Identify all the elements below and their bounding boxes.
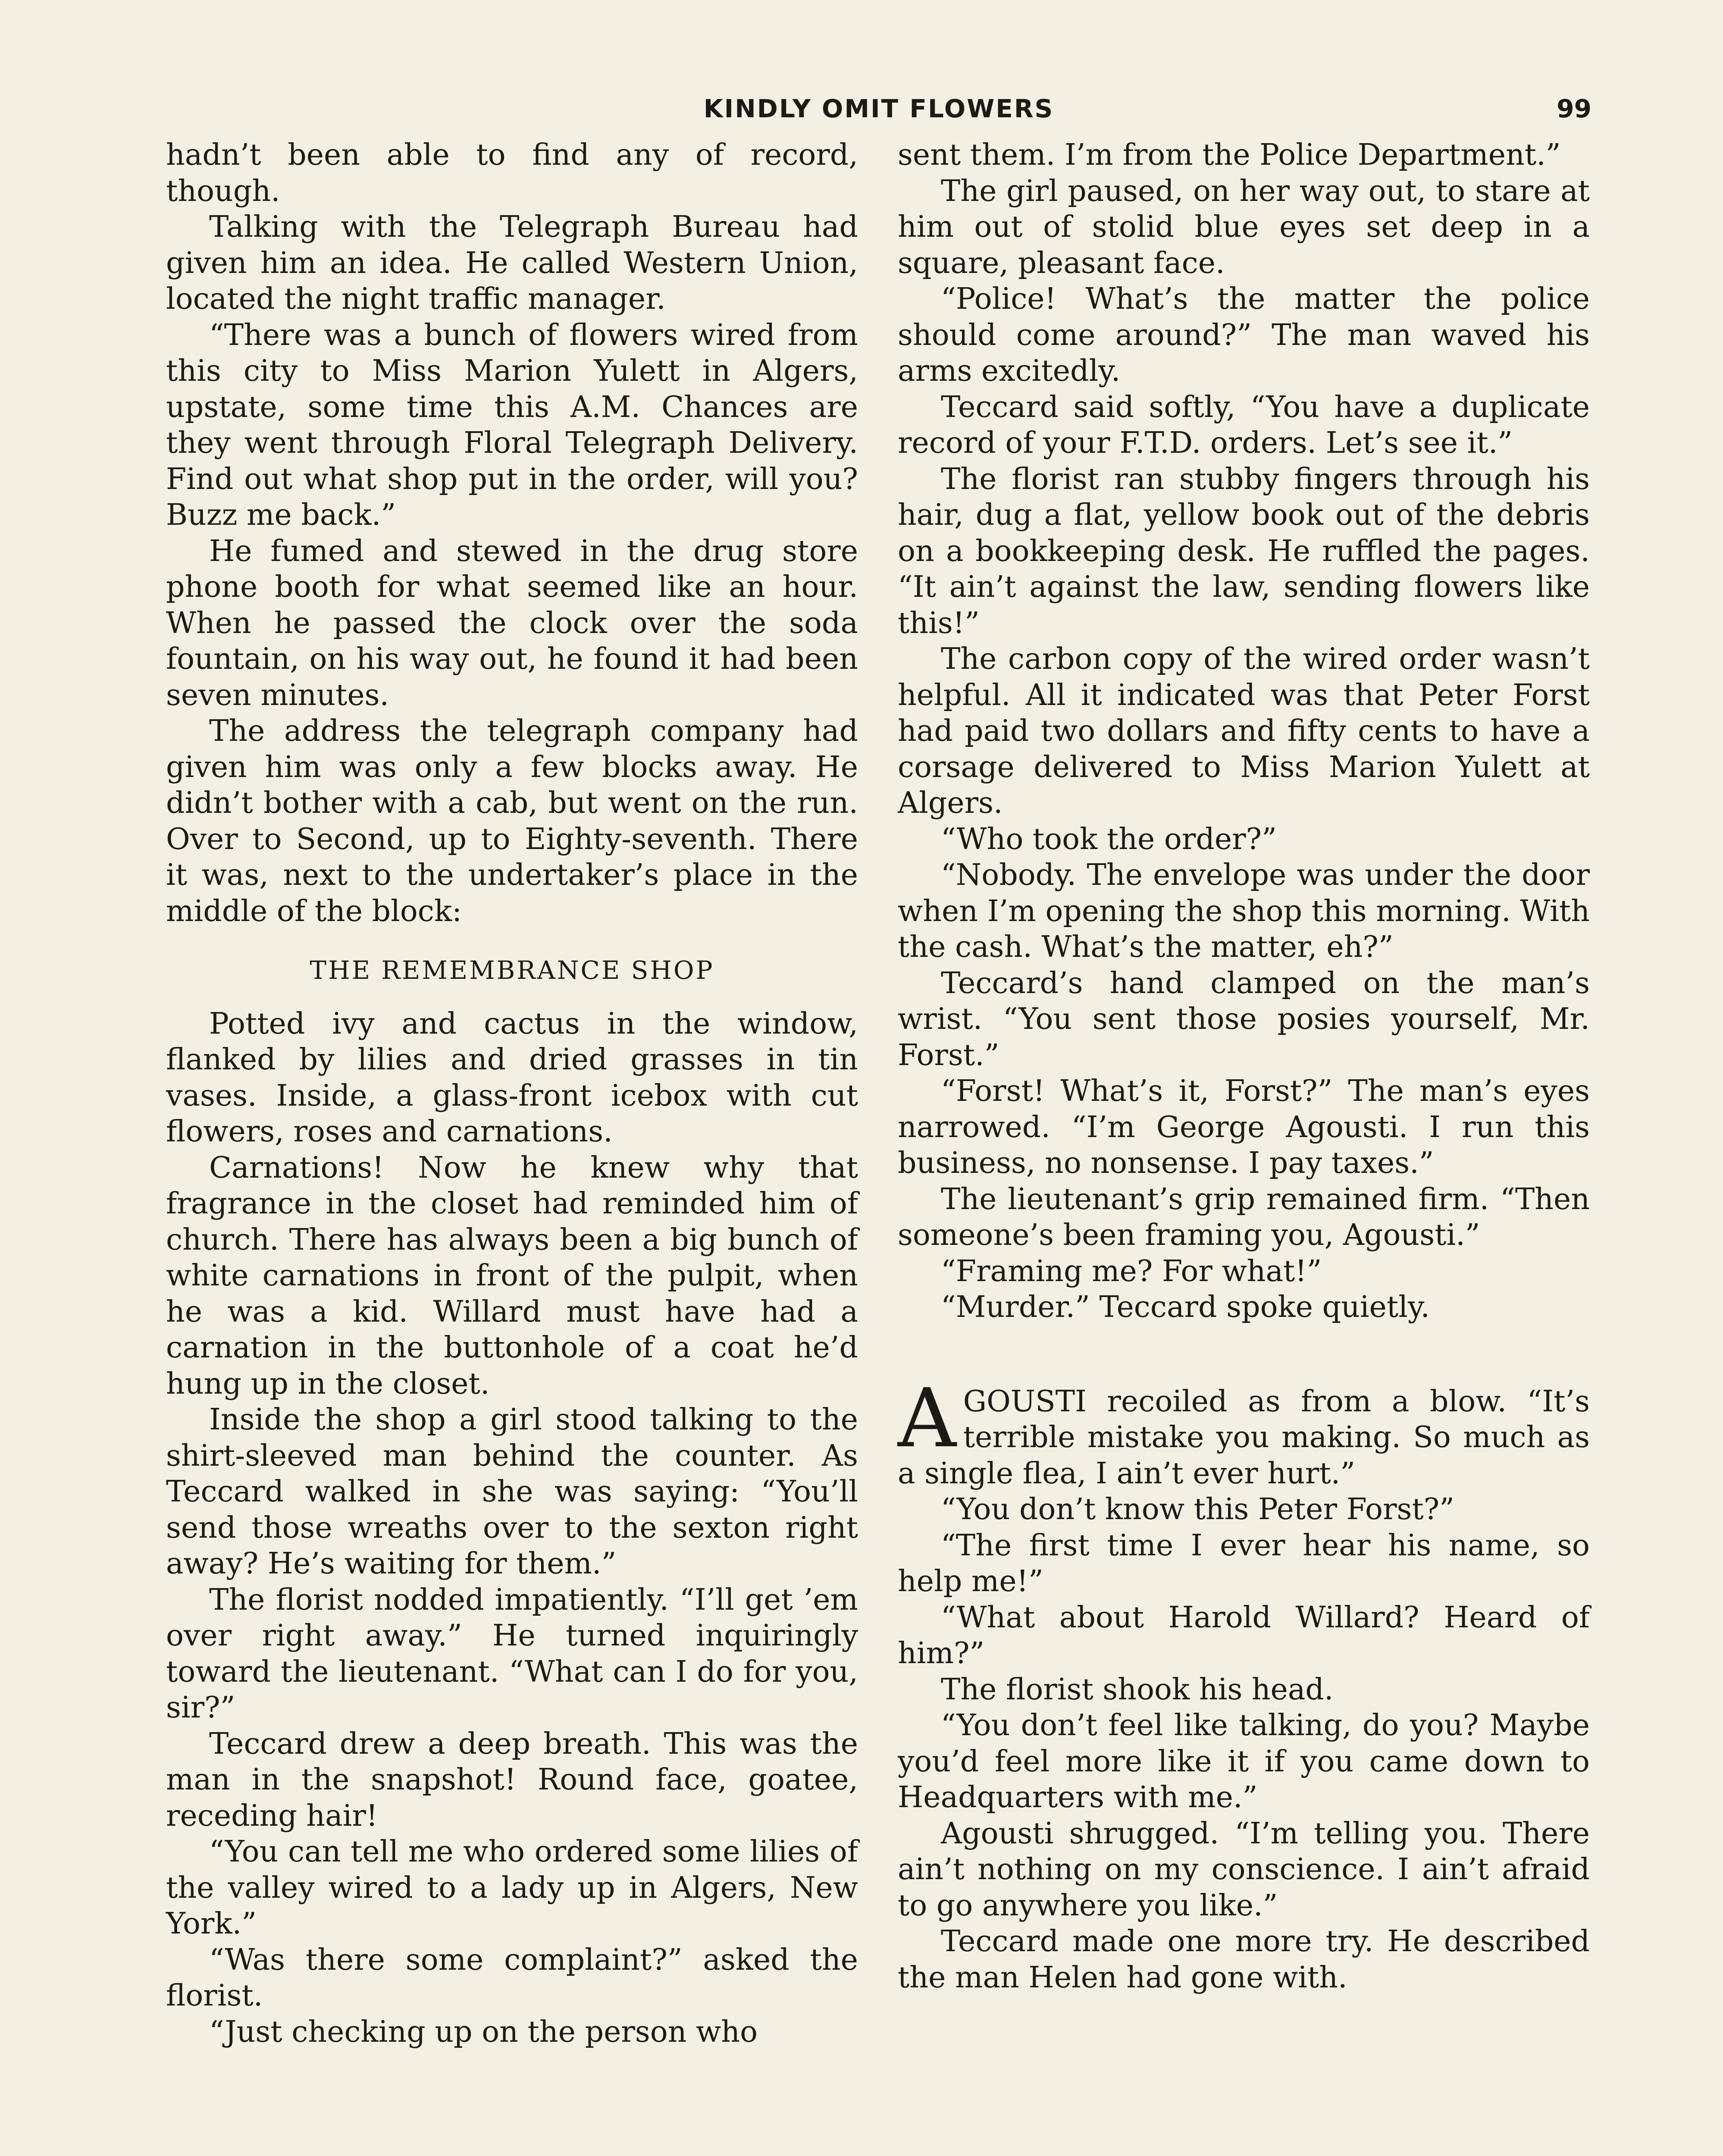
dropcap-paragraph bbox=[898, 1371, 1590, 1492]
paragraph: The lieutenant’s grip remained firm. “Then someone’s been framing you, Agousti.” bbox=[898, 1182, 1590, 1252]
drop-cap: A bbox=[898, 1371, 956, 1466]
paragraph: “Framing me? For what!” bbox=[941, 1254, 1322, 1288]
paragraph: Teccard’s hand clamped on the man’s wrist. “You sent those posies yourself, Mr. Forst.” bbox=[898, 966, 1590, 1072]
paragraph: Inside the shop a girl stood talking to the shirt-sleeved man behind the counter. As Teccard walked in she was saying: “You’ll send those wreaths over to the sexton right away? He’s waiting for them.” bbox=[166, 1403, 858, 1581]
paragraph: “Police! What’s the matter the police should come around?” The man waved his arms excitedly. bbox=[898, 282, 1590, 388]
paragraph: The florist shook his head. bbox=[941, 1672, 1334, 1707]
paragraph: Teccard made one more try. He described the man Helen had gone with. bbox=[898, 1924, 1590, 1995]
section-heading: THE REMEMBRANCE SHOP bbox=[310, 956, 714, 985]
paragraph: Teccard drew a deep breath. This was the man in the snapshot! Round face, goatee, receding hair! bbox=[166, 1727, 858, 1833]
paragraph: “There was a bunch of flowers wired from this city to Miss Marion Yulett in Algers, upstate, some time this A.M. Chances are they went through Floral Telegraph Delivery. Find out what shop put in the order, will you? Buzz me back.” bbox=[166, 318, 858, 532]
paragraph: The address the telegraph company had given him was only a few blocks away. He didn’t bother with a cab, but went on the run. Over to Second, up to Eighty-seventh. There it was, next to the undertaker’s place in the middle of the block: bbox=[166, 714, 858, 928]
paragraph: “Was there some complaint?” asked the florist. bbox=[166, 1943, 858, 2013]
paragraph: Potted ivy and cactus in the window, flanked by lilies and dried grasses in tin vases. Inside, a glass-front icebox with cut flowers, roses and carnations. bbox=[166, 1006, 858, 1149]
section-break bbox=[898, 1326, 1590, 1384]
paragraph: He fumed and stewed in the drug store phone booth for what seemed like an hour. When he passed the clock over the soda fountain, on his way out, he found it had been seven minutes. bbox=[166, 534, 858, 712]
page-header bbox=[166, 94, 1591, 133]
paragraph: “Forst! What’s it, Forst?” The man’s eyes narrowed. “I’m George Agousti. I run this business, no nonsense. I pay taxes.” bbox=[898, 1074, 1590, 1180]
paragraph: The florist ran stubby fingers through his hair, dug a flat, yellow book out of the debris on a bookkeeping desk. He ruffled the pages. “It ain’t against the law, sending flowers like this!” bbox=[898, 462, 1590, 640]
page-number: 99 bbox=[1557, 94, 1591, 123]
dropcap-paragraph-text: GOUSTI recoiled as from a blow. “It’s terrible mistake you making. So much as a single flea, I ain’t ever hurt.” bbox=[898, 1384, 1590, 1491]
paragraph: “Just checking up on the person who bbox=[209, 2015, 758, 2049]
running-title: KINDLY OMIT FLOWERS bbox=[703, 94, 1054, 123]
paragraph: “What about Harold Willard? Heard of him?” bbox=[898, 1600, 1590, 1670]
paragraph: “The first time I ever hear his name, so help me!” bbox=[898, 1528, 1590, 1598]
paragraph: “You don’t feel like talking, do you? Maybe you’d feel more like it if you came down to Headquarters with me.” bbox=[898, 1708, 1590, 1814]
paragraph: The florist nodded impatiently. “I’ll get ’em over right away.” He turned inquiringly toward the lieutenant. “What can I do for you, sir?” bbox=[166, 1583, 858, 1725]
paragraph: Carnations! Now he knew why that fragrance in the closet had reminded him of church. There has always been a big bunch of white carnations in front of the pulpit, when he was a kid. Willard must have had a carnation in the buttonhole of a coat he’d hung up in the closet. bbox=[166, 1150, 858, 1401]
right-column bbox=[898, 137, 1590, 1996]
paragraph: “Murder.” Teccard spoke quietly. bbox=[941, 1290, 1430, 1324]
paragraph: “Nobody. The envelope was under the door when I’m opening the shop this morning. With the cash. What’s the matter, eh?” bbox=[898, 858, 1590, 964]
paragraph: “You don’t know this Peter Forst?” bbox=[941, 1492, 1454, 1526]
paragraph: The girl paused, on her way out, to stare at him out of stolid blue eyes set deep in a square, pleasant face. bbox=[898, 174, 1590, 280]
paragraph: sent them. I’m from the Police Department.” bbox=[898, 138, 1561, 172]
paragraph: The carbon copy of the wired order wasn’t helpful. All it indicated was that Peter Forst had paid two dollars and fifty cents to have a corsage delivered to Miss Marion Yulett at Algers. bbox=[898, 642, 1590, 820]
paragraph: hadn’t been able to find any of record, though. bbox=[166, 138, 858, 208]
paragraph: “You can tell me who ordered some lilies of the valley wired to a lady up in Algers, New York.” bbox=[166, 1835, 858, 1941]
left-column bbox=[166, 137, 858, 2050]
paragraph: Agousti shrugged. “I’m telling you. There ain’t nothing on my conscience. I ain’t afraid to go anywhere you like.” bbox=[898, 1816, 1590, 1923]
paragraph: Teccard said softly, “You have a duplicate record of your F.T.D. orders. Let’s see it.” bbox=[898, 390, 1590, 460]
paragraph: “Who took the order?” bbox=[941, 822, 1277, 856]
paragraph: Talking with the Telegraph Bureau had given him an idea. He called Western Union, located the night traffic manager. bbox=[166, 210, 858, 316]
